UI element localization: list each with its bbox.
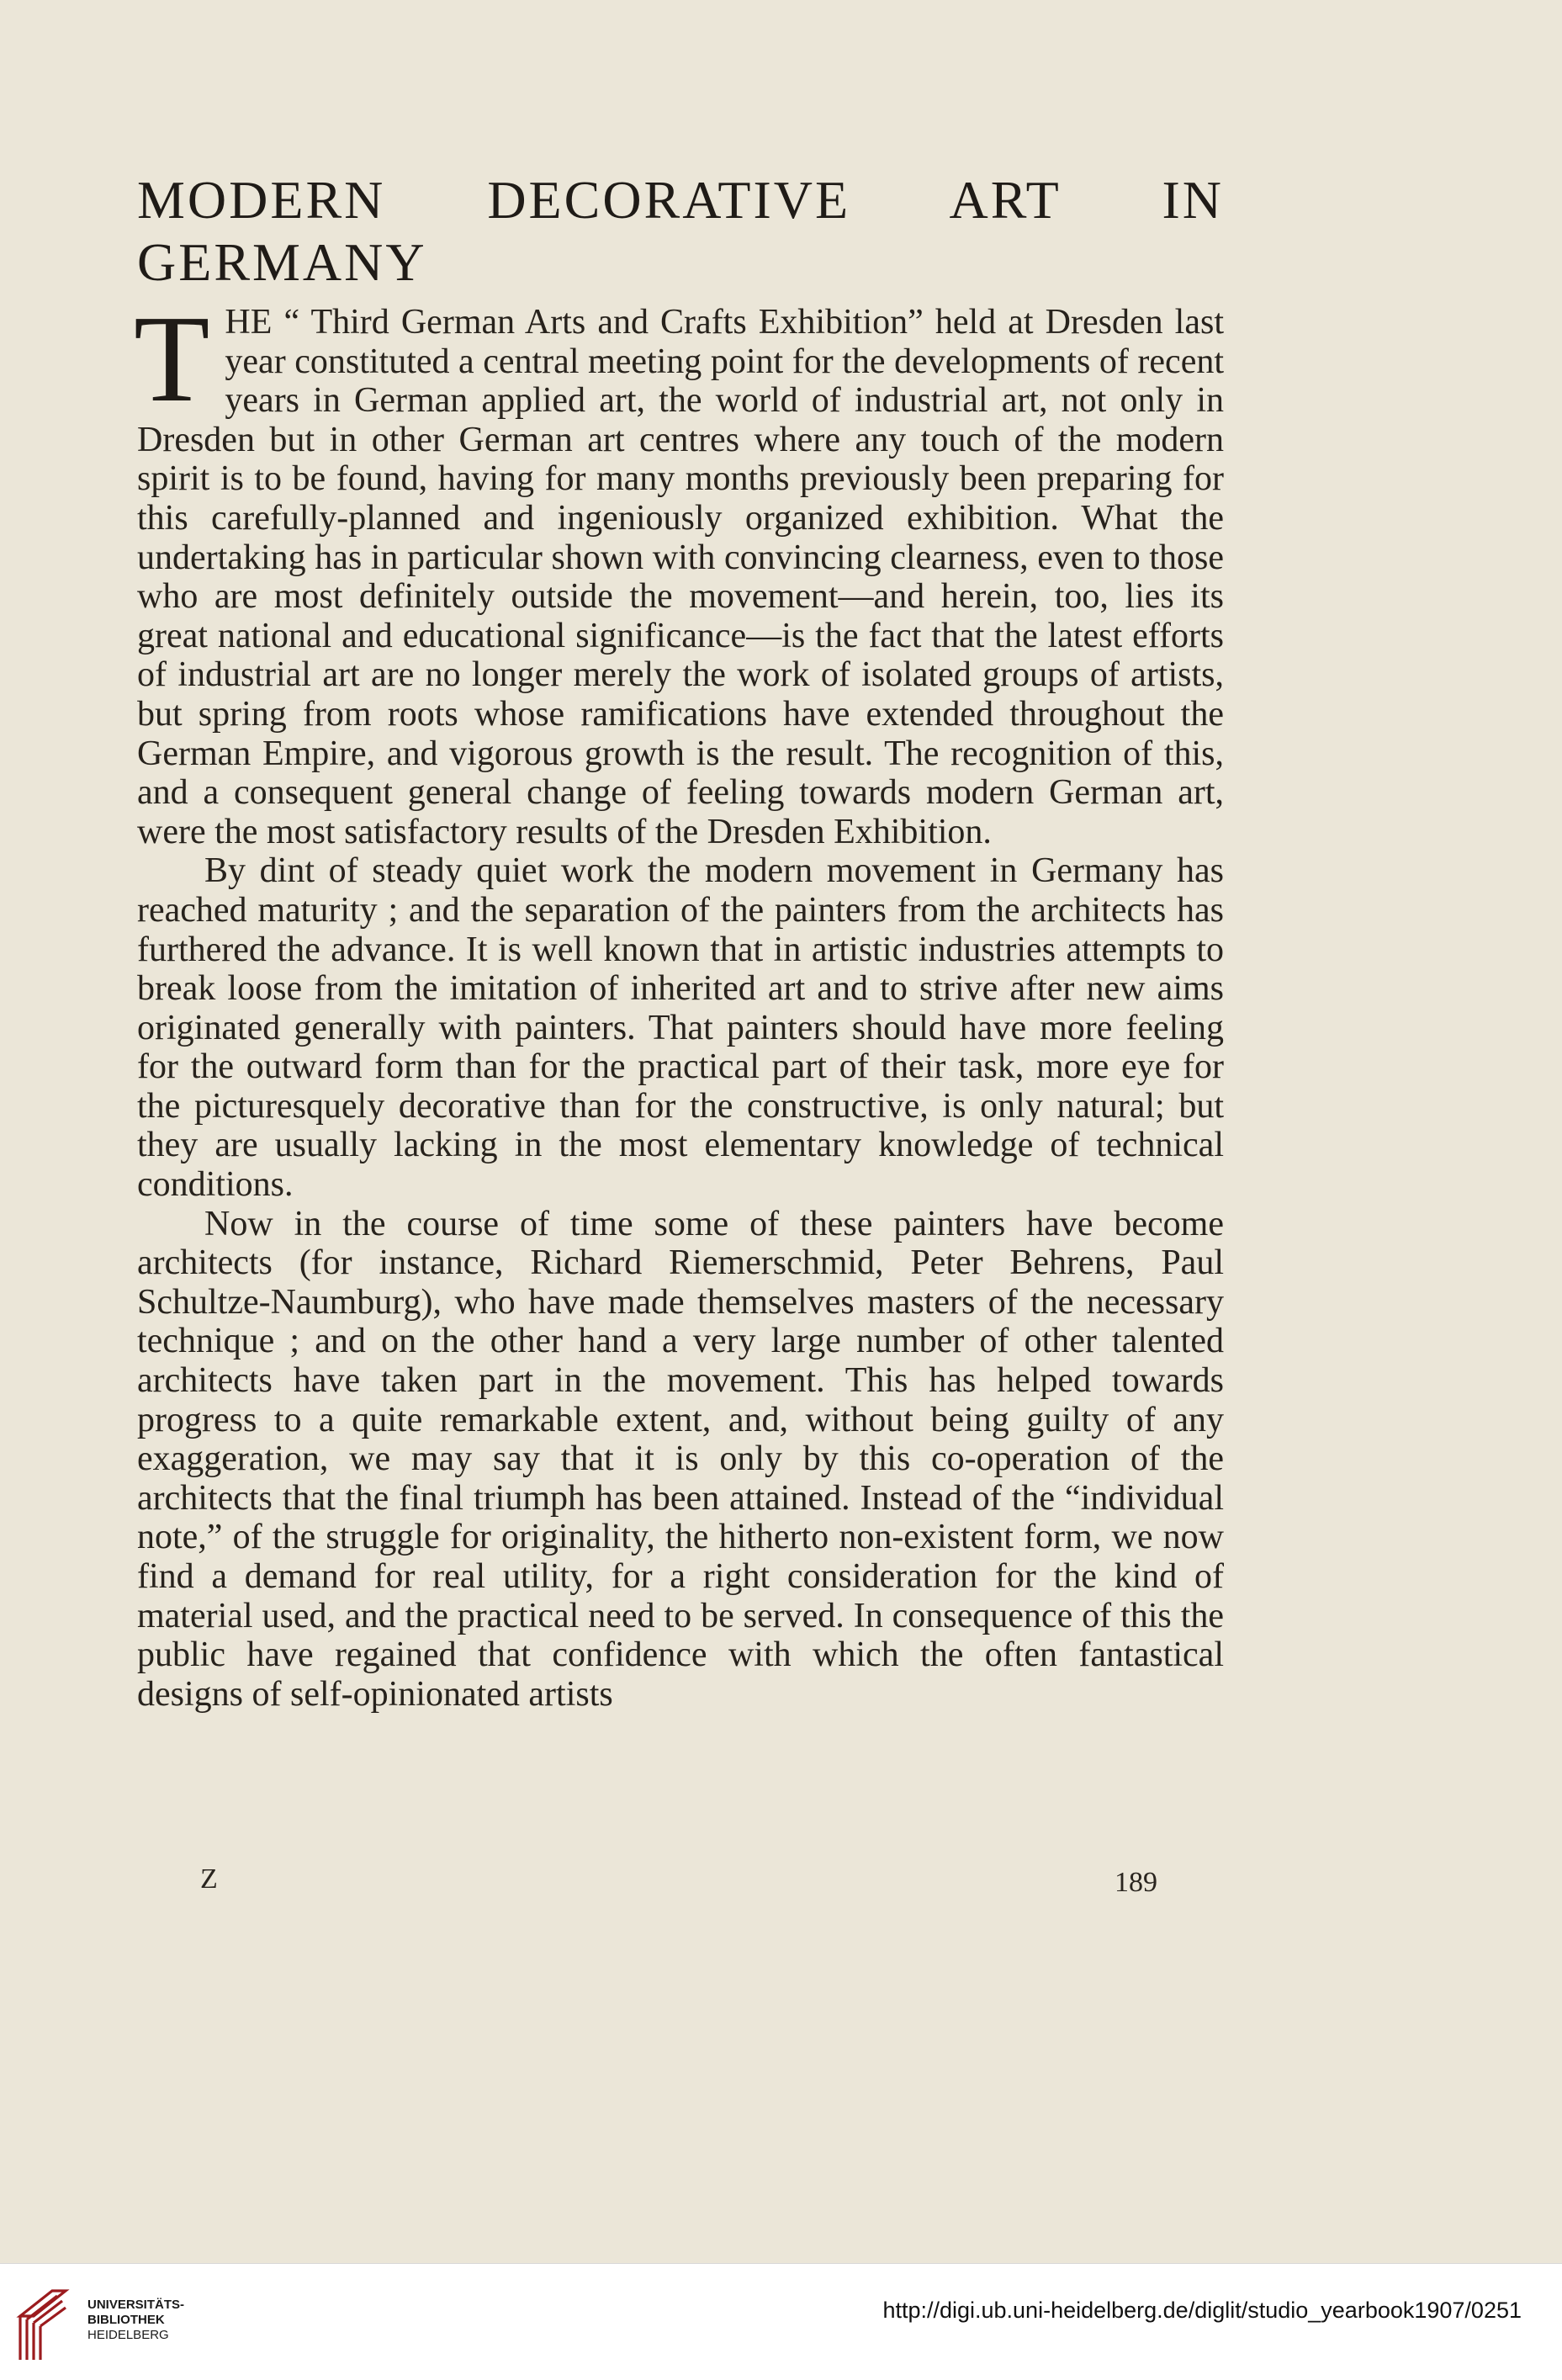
article <box>134 168 1224 1714</box>
library-name-line-1: UNIVERSITÄTS- <box>87 2298 185 2312</box>
permalink-url[interactable]: http://digi.ub.uni-heidelberg.de/diglit/studio_yearbook1907/0251 <box>882 2298 1522 2323</box>
article-title-line-1: MODERN DECORATIVE ART IN <box>137 170 1224 230</box>
drop-cap: T <box>134 290 210 428</box>
article-body <box>134 290 1224 1714</box>
signature-mark: Z <box>200 1863 218 1895</box>
paragraph-3: Now in the course of time some of these painters have become architects (for instance, Richard Riemerschmid, Peter Behrens, Paul Schultze-Naumburg), who have made themselves masters of the necessary technique ; and on the other hand a very large number of other talented architects have taken part in the movement. This has helped towards progress to a quite remarkable extent, and, without being guilty of any exaggeration, we may say that it is only by this co-operation of the architects that the final triumph has been attained. Instead of the “individual note,” of the struggle for originality, the hitherto non-existent form, we now find a demand for real utility, for a right consideration for the kind of material used, and the practical need to be served. In consequence of this the public have regained that confidence with which the often fantastical designs of self-opinionated artists <box>137 1204 1224 1714</box>
paragraph-2: By dint of steady quiet work the modern movement in Germany has reached maturity ; and the separation of the painters from the architects has furthered the advance. It is well known that in artistic industries attempts to break loose from the imitation of inherited art and to strive after new aims originated generally with painters. That painters should have more feeling for the outward form than for the practical part of their task, more eye for the picturesquely decorative than for the constructive, is only natural; but they are usually lacking in the most elementary knowledge of technical conditions. <box>137 851 1224 1205</box>
article-title-line-2: GERMANY <box>137 232 427 292</box>
university-library-logo-icon <box>15 2282 71 2363</box>
paragraph-1-text: HE “ Third German Arts and Crafts Exhibition” held at Dresden last year constituted a central meeting point for the developments of recent years in German applied art, the world of industrial art, not only in Dresden but in other German art centres where any touch of the modern spirit is to be found, having for many months previously been preparing for this carefully-planned and ingeniously organized exhibition. What the undertaking has in particular shown with convincing clearness, even to those who are most definitely outside the movement—and herein, too, lies its great national and educational significance—is the fact that the latest efforts of industrial art are no longer merely the work of isolated groups of artists, but spring from roots whose ramifications have extended throughout the German Empire, and vigorous growth is the result. The recognition of this, and a consequent general change of feeling towards modern German art, were the most satisfactory results of the Dresden Exhibition. <box>137 303 1224 851</box>
page-folio <box>137 1863 1224 1906</box>
library-name-line-2: BIBLIOTHEK <box>87 2313 165 2327</box>
paragraph-1 <box>134 290 1224 851</box>
library-name-line-3: HEIDELBERG <box>87 2328 169 2342</box>
library-footer <box>0 2263 1562 2380</box>
page-number: 189 <box>1115 1867 1157 1898</box>
library-name <box>87 2298 184 2343</box>
